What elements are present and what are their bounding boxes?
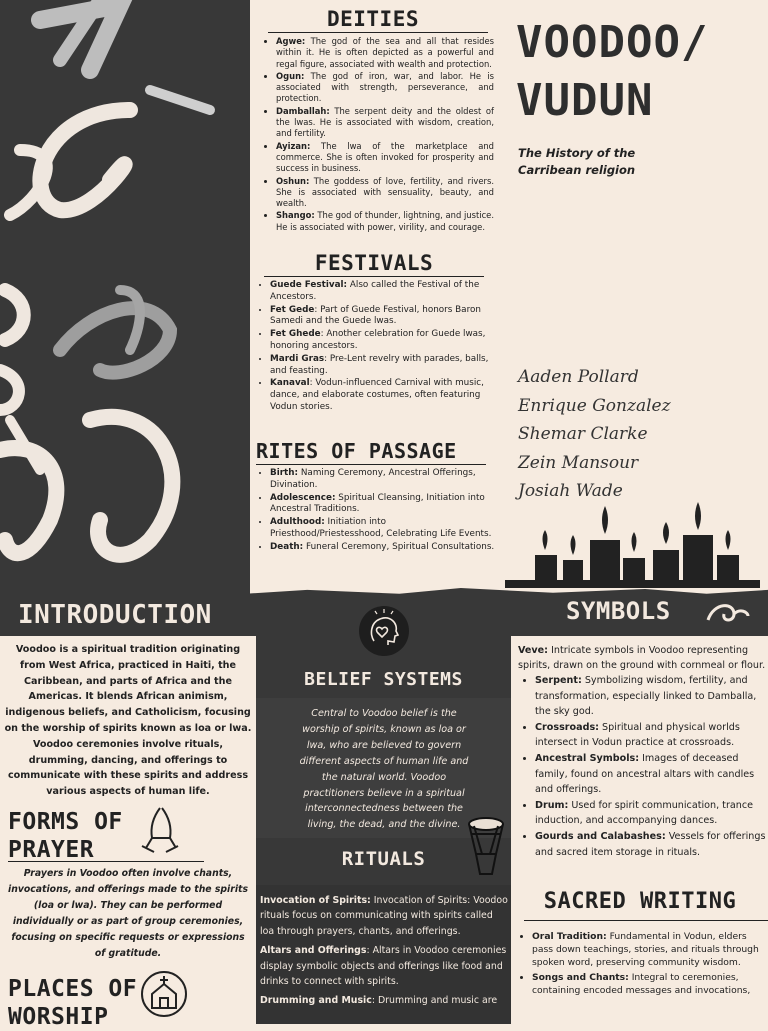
brain-heart-icon xyxy=(358,605,410,657)
list-item: • Agwe: The god of the sea and all that resides within it. He is often depicted as a powerful and regal figure, associated with wealth and protection. xyxy=(276,36,494,70)
writing-underline xyxy=(524,920,768,921)
writing-body xyxy=(520,930,764,998)
list-item: • Drum: Used for spirit communication, trance induction, and accompanying dances. xyxy=(535,798,768,828)
rites-section xyxy=(256,438,496,555)
author-name: Aaden Pollard xyxy=(518,367,639,387)
list-item: • Damballah: The serpent deity and the oldest of the lwas. He is associated with wisdom, creation, and fertility. xyxy=(276,106,494,140)
list-item: • Adolescence: Spiritual Cleansing, Initiation into Ancestral Traditions. xyxy=(270,493,496,517)
candles-icon xyxy=(505,500,760,592)
beliefs-heading: BELIEF SYSTEMS xyxy=(304,669,463,690)
list-item: • Fet Ghede: Another celebration for Guede lwas, honoring ancestors. xyxy=(270,329,492,353)
introduction-body: Voodoo is a spiritual tradition originating from West Africa, practiced in Haiti, the Caribbean, and parts of Africa and the Americas. It blends African animism, indigenous beliefs, and Catholicism, focusing on the worship of spirits known as loa or lwa. Voodoo ceremonies involve rituals, drumming, dancing, and offerings to communicate with these spirits and address various aspects of human life. xyxy=(4,644,252,798)
festivals-list xyxy=(256,280,492,414)
praying-hands-icon xyxy=(138,804,182,854)
beliefs-body: Central to Voodoo belief is the worship of spirits, known as loa or lwa, who are believed to govern different aspects of human life and the natural world. Voodoo practitioners believe in a spiritual interconnectedness between the living, the dead, and the divine. xyxy=(299,708,469,831)
list-item: • Adulthood: Initiation into Priesthood/Priestesshood, Celebrating Life Events. xyxy=(270,517,496,541)
author-name: Zein Mansour xyxy=(518,452,639,473)
author-list xyxy=(518,363,671,506)
rituals-heading: RITUALS xyxy=(341,848,426,870)
festivals-section xyxy=(256,250,492,415)
author-name: Enrique Gonzalez xyxy=(518,395,671,416)
festivals-underline xyxy=(264,276,484,277)
list-item: • Oshun: The goddess of love, fertility, and rivers. She is associated with sensuality, beauty, and wealth. xyxy=(276,176,494,210)
left-dark-panel xyxy=(0,0,250,595)
swirl-icon xyxy=(704,598,752,628)
list-item: • Crossroads: Spiritual and physical worlds intersect in Vodun practice at crossroads. xyxy=(535,720,768,750)
list-item: Drumming and Music: Drumming and music are xyxy=(260,995,498,1007)
prayer-body: Prayers in Voodoo often involve chants, invocations, and offerings made to the spirits (loa or lwa). They can be performed individually or as part of group ceremonies, focusing on specific requests or expressions of gratitude. xyxy=(8,868,248,959)
list-item: Altars and Offerings: Altars in Voodoo ceremonies display symbolic objects and offerings like food and drinks to connect with spirits. xyxy=(260,945,507,988)
list-item: • Ayizan: The lwa of the marketplace and commerce. She is often invoked for prosperity and success in business. xyxy=(276,141,494,175)
symbols-body xyxy=(518,643,768,861)
list-item: • Death: Funeral Ceremony, Spiritual Consultations. xyxy=(270,542,496,554)
rites-heading: RITES OF PASSAGE xyxy=(256,439,457,463)
list-item: • Kanaval: Vodun-influenced Carnival with music, dance, and elaborate costumes, often featuring Vodun stories. xyxy=(270,378,492,413)
page-title: VOODOO/ VUDUN xyxy=(516,17,709,126)
list-item: • Ancestral Symbols: Images of deceased family, found on ancestral altars with candles and offerings. xyxy=(535,751,768,797)
list-item: • Gourds and Calabashes: Vessels for offerings and sacred item storage in rituals. xyxy=(535,829,768,859)
list-item: • Shango: The god of thunder, lightning, and justice. He is associated with power, virility, and courage. xyxy=(276,210,494,233)
list-item: • Mardi Gras: Pre-Lent revelry with parades, balls, and feasting. xyxy=(270,354,492,378)
writing-heading: SACRED WRITING xyxy=(543,889,737,914)
author-name: Josiah Wade xyxy=(518,481,623,501)
list-item: • Ogun: The god of iron, war, and labor. He is associated with strength, perseverance, and protection. xyxy=(276,71,494,105)
list-item: Invocation of Spirits: Invocation of Spirits: Voodoo rituals focus on communicating with spirits called loa through prayers, chants, and offerings. xyxy=(260,895,508,937)
church-icon xyxy=(140,968,188,1018)
rituals-body xyxy=(260,893,508,1009)
list-item: • Birth: Naming Ceremony, Ancestral Offerings, Divination. xyxy=(270,468,496,492)
deities-list xyxy=(262,36,494,233)
list-item: • Guede Festival: Also called the Festival of the Ancestors. xyxy=(270,280,492,304)
deities-underline xyxy=(268,32,488,33)
candles-illustration xyxy=(505,500,760,592)
list-item: • Serpent: Symbolizing wisdom, fertility, and transformation, especially linked to Damballa, the sky god. xyxy=(535,673,768,719)
list-item: • Fet Gede: Part of Guede Festival, honors Baron Samedi and the Guede lwas. xyxy=(270,305,492,329)
rites-underline xyxy=(256,464,486,465)
author-name: Shemar Clarke xyxy=(518,424,648,444)
symbols-heading: SYMBOLS xyxy=(566,597,671,625)
worship-heading: PLACES OF WORSHIP xyxy=(8,976,138,1030)
brush-stroke-art xyxy=(0,0,250,595)
list-item: • Songs and Chants: Integral to ceremonies, containing encoded messages and invocations, xyxy=(532,971,764,997)
deities-section xyxy=(262,6,494,234)
list-item: Veve: Intricate symbols in Voodoo representing spirits, drawn on the ground with cornmeal or flour. xyxy=(518,645,766,672)
page-subtitle: The History of the Carribean religion xyxy=(518,146,636,177)
festivals-heading: FESTIVALS xyxy=(314,251,434,275)
prayer-underline xyxy=(8,861,204,862)
deities-heading: DEITIES xyxy=(326,7,419,31)
rites-list xyxy=(256,468,496,554)
prayer-heading: FORMS OF PRAYER xyxy=(8,809,123,863)
list-item: • Oral Tradition: Fundamental in Vodun, elders pass down teachings, stories, and rituals through spoken word, preserving community wisdom. xyxy=(532,930,764,970)
introduction-heading: INTRODUCTION xyxy=(18,600,212,630)
